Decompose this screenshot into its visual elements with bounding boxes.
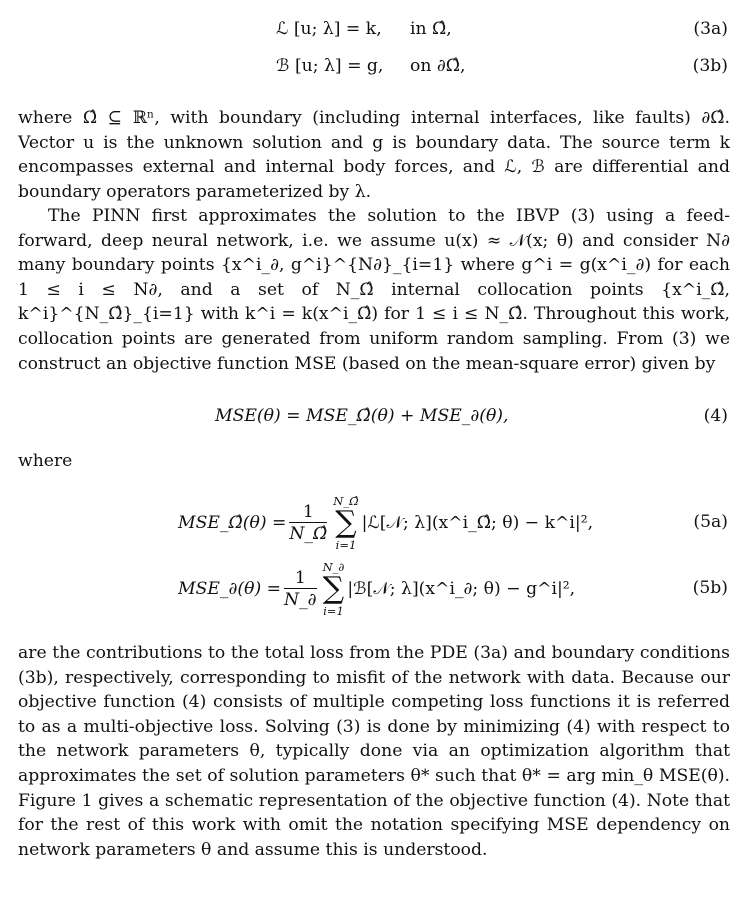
equation-5b-frac-num: 1 <box>284 568 317 589</box>
equation-5a-sum <box>333 494 358 552</box>
equation-5b-fraction <box>284 568 317 611</box>
equation-5a <box>0 490 750 556</box>
paragraph-pinn-approximation: The PINN first approximates the solution to the IBVP (3) using a feed-forward, deep neural network, i.e. we assume u(x) ≈ 𝒩(x; θ) and consider N∂ many boundary points {x^i_∂, g^i}^{N∂}_{i=1} where g^i = g(x^i_∂) for each 1 ≤ i ≤ N∂, and a set of N_Ω̂ internal collocation points {x^i_Ω̂, k^i}^{N_Ω̂}_{i=1} with k^i = k(x^i_Ω̂) for 1 ≤ i ≤ N_Ω̂. Throughout this work, collocation points are generated from uniform random sampling. From (3) we construct an objective function MSE (based on the mean-square error) given by <box>18 206 730 374</box>
equation-5a-sum-top: N_Ω̂ <box>333 494 359 508</box>
equation-5b-term: |ℬ[𝒩; λ](x^i_∂; θ) − g^i|², <box>347 579 576 599</box>
equation-5a-term: |ℒ[𝒩; λ](x^i_Ω̂; θ) − k^i|², <box>361 513 594 533</box>
equation-5b-frac-den: N_∂ <box>284 589 317 610</box>
equation-5a-frac-num: 1 <box>289 502 327 523</box>
equation-5a-frac-den: N_Ω̂ <box>289 523 328 544</box>
equation-3b-number: (3b) <box>692 56 728 76</box>
equation-5b-sum-bot: i=1 <box>323 604 344 618</box>
equation-3b-domain: on ∂Ω̂, <box>410 56 466 76</box>
equation-5b-lhs: MSE_∂(θ) = <box>178 579 282 599</box>
equation-5a-number: (5a) <box>693 512 728 532</box>
equation-5b-sum-top: N_∂ <box>322 560 345 574</box>
paragraph-boundary-definitions: where Ω̂ ⊆ ℝⁿ, with boundary (including internal interfaces, like faults) ∂Ω̂. Vector u is the unknown solution and g is boundary data. The source term k encompasses external and internal body forces, and ℒ, ℬ are differential and boundary operators parameterized by λ. <box>18 108 730 202</box>
equation-5a-fraction <box>289 502 327 545</box>
equation-3b-lhs: ℬ [u; λ] = g, <box>276 56 384 76</box>
sigma-icon: ∑ <box>335 505 357 540</box>
equation-5b-sum <box>323 560 345 618</box>
equation-3a-domain: in Ω̂, <box>410 19 452 39</box>
equation-4-body: MSE(θ) = MSE_Ω̂(θ) + MSE_∂(θ), <box>215 406 509 426</box>
equation-5b-number: (5b) <box>692 578 728 598</box>
equation-3a-lhs: ℒ [u; λ] = k, <box>276 19 382 39</box>
sigma-icon: ∑ <box>322 571 345 606</box>
paragraph-loss-contributions: are the contributions to the total loss from the PDE (3a) and boundary conditions (3b), respectively, corresponding to misfit of the network with data. Because our objective function (4) consists of multiple competing loss functions it is referred to as a multi-objective loss. Solving (3) is done by minimizing (4) with respect to the network parameters θ, typically done via an optimization algorithm that approximates the set of solution parameters θ* such that θ* = arg min_θ MSE(θ). Figure 1 gives a schematic representation of the objective function (4). Note that for the rest of this work with omit the notation specifying MSE dependency on network parameters θ and assume this is understood. <box>18 643 730 860</box>
paragraph-where: where <box>18 451 73 471</box>
equation-5b <box>0 556 750 622</box>
equation-5a-sum-bot: i=1 <box>335 538 357 552</box>
equation-3a-number: (3a) <box>693 19 728 39</box>
equation-4-number: (4) <box>703 406 728 426</box>
equation-5a-lhs: MSE_Ω̂(θ) = <box>178 513 287 533</box>
